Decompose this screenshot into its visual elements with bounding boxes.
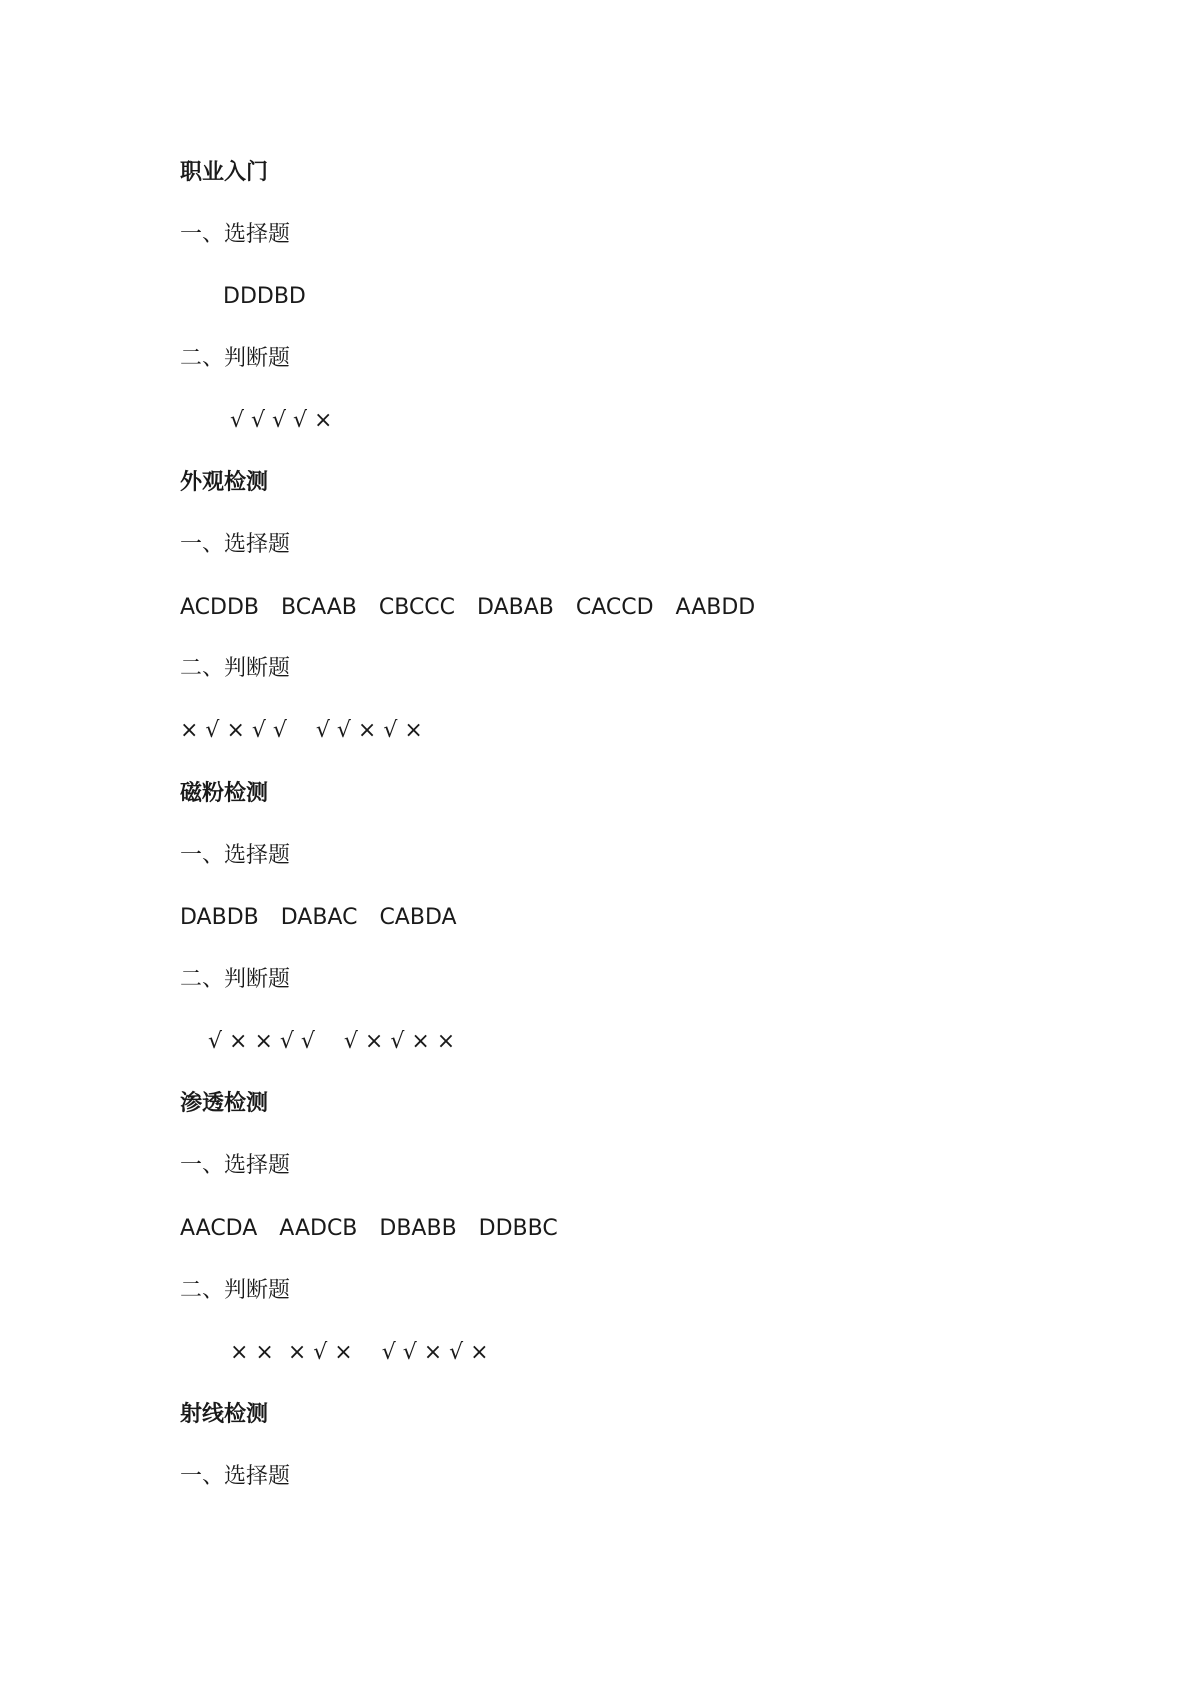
section-title: 射线检测	[180, 1402, 269, 1427]
judge-label: 二、判断题	[180, 656, 291, 681]
choice-label: 一、选择题	[180, 843, 291, 868]
judge-answers: √ √ √ √ ×	[230, 408, 333, 433]
judge-answers: √ × × √ √ √ × √ × ×	[208, 1029, 456, 1054]
choice-answers: ACDDB BCAAB CBCCC DABAB CACCD AABDD	[180, 595, 756, 620]
choice-answers: DDDBD	[223, 284, 306, 309]
judge-label: 二、判断题	[180, 346, 291, 371]
choice-label: 一、选择题	[180, 222, 291, 247]
choice-answers: AACDA AADCB DBABB DDBBC	[180, 1216, 558, 1241]
choice-label: 一、选择题	[180, 1464, 291, 1489]
section-title: 外观检测	[180, 470, 269, 495]
choice-label: 一、选择题	[180, 532, 291, 557]
judge-answers: × × × √ × √ √ × √ ×	[230, 1340, 489, 1365]
judge-label: 二、判断题	[180, 967, 291, 992]
judge-answers: × √ × √ √ √ √ × √ ×	[180, 718, 423, 743]
section-title: 职业入门	[180, 160, 269, 185]
choice-answers: DABDB DABAC CABDA	[180, 905, 457, 930]
judge-label: 二、判断题	[180, 1278, 291, 1303]
section-title: 渗透检测	[180, 1091, 269, 1116]
choice-label: 一、选择题	[180, 1153, 291, 1178]
section-title: 磁粉检测	[180, 781, 269, 806]
